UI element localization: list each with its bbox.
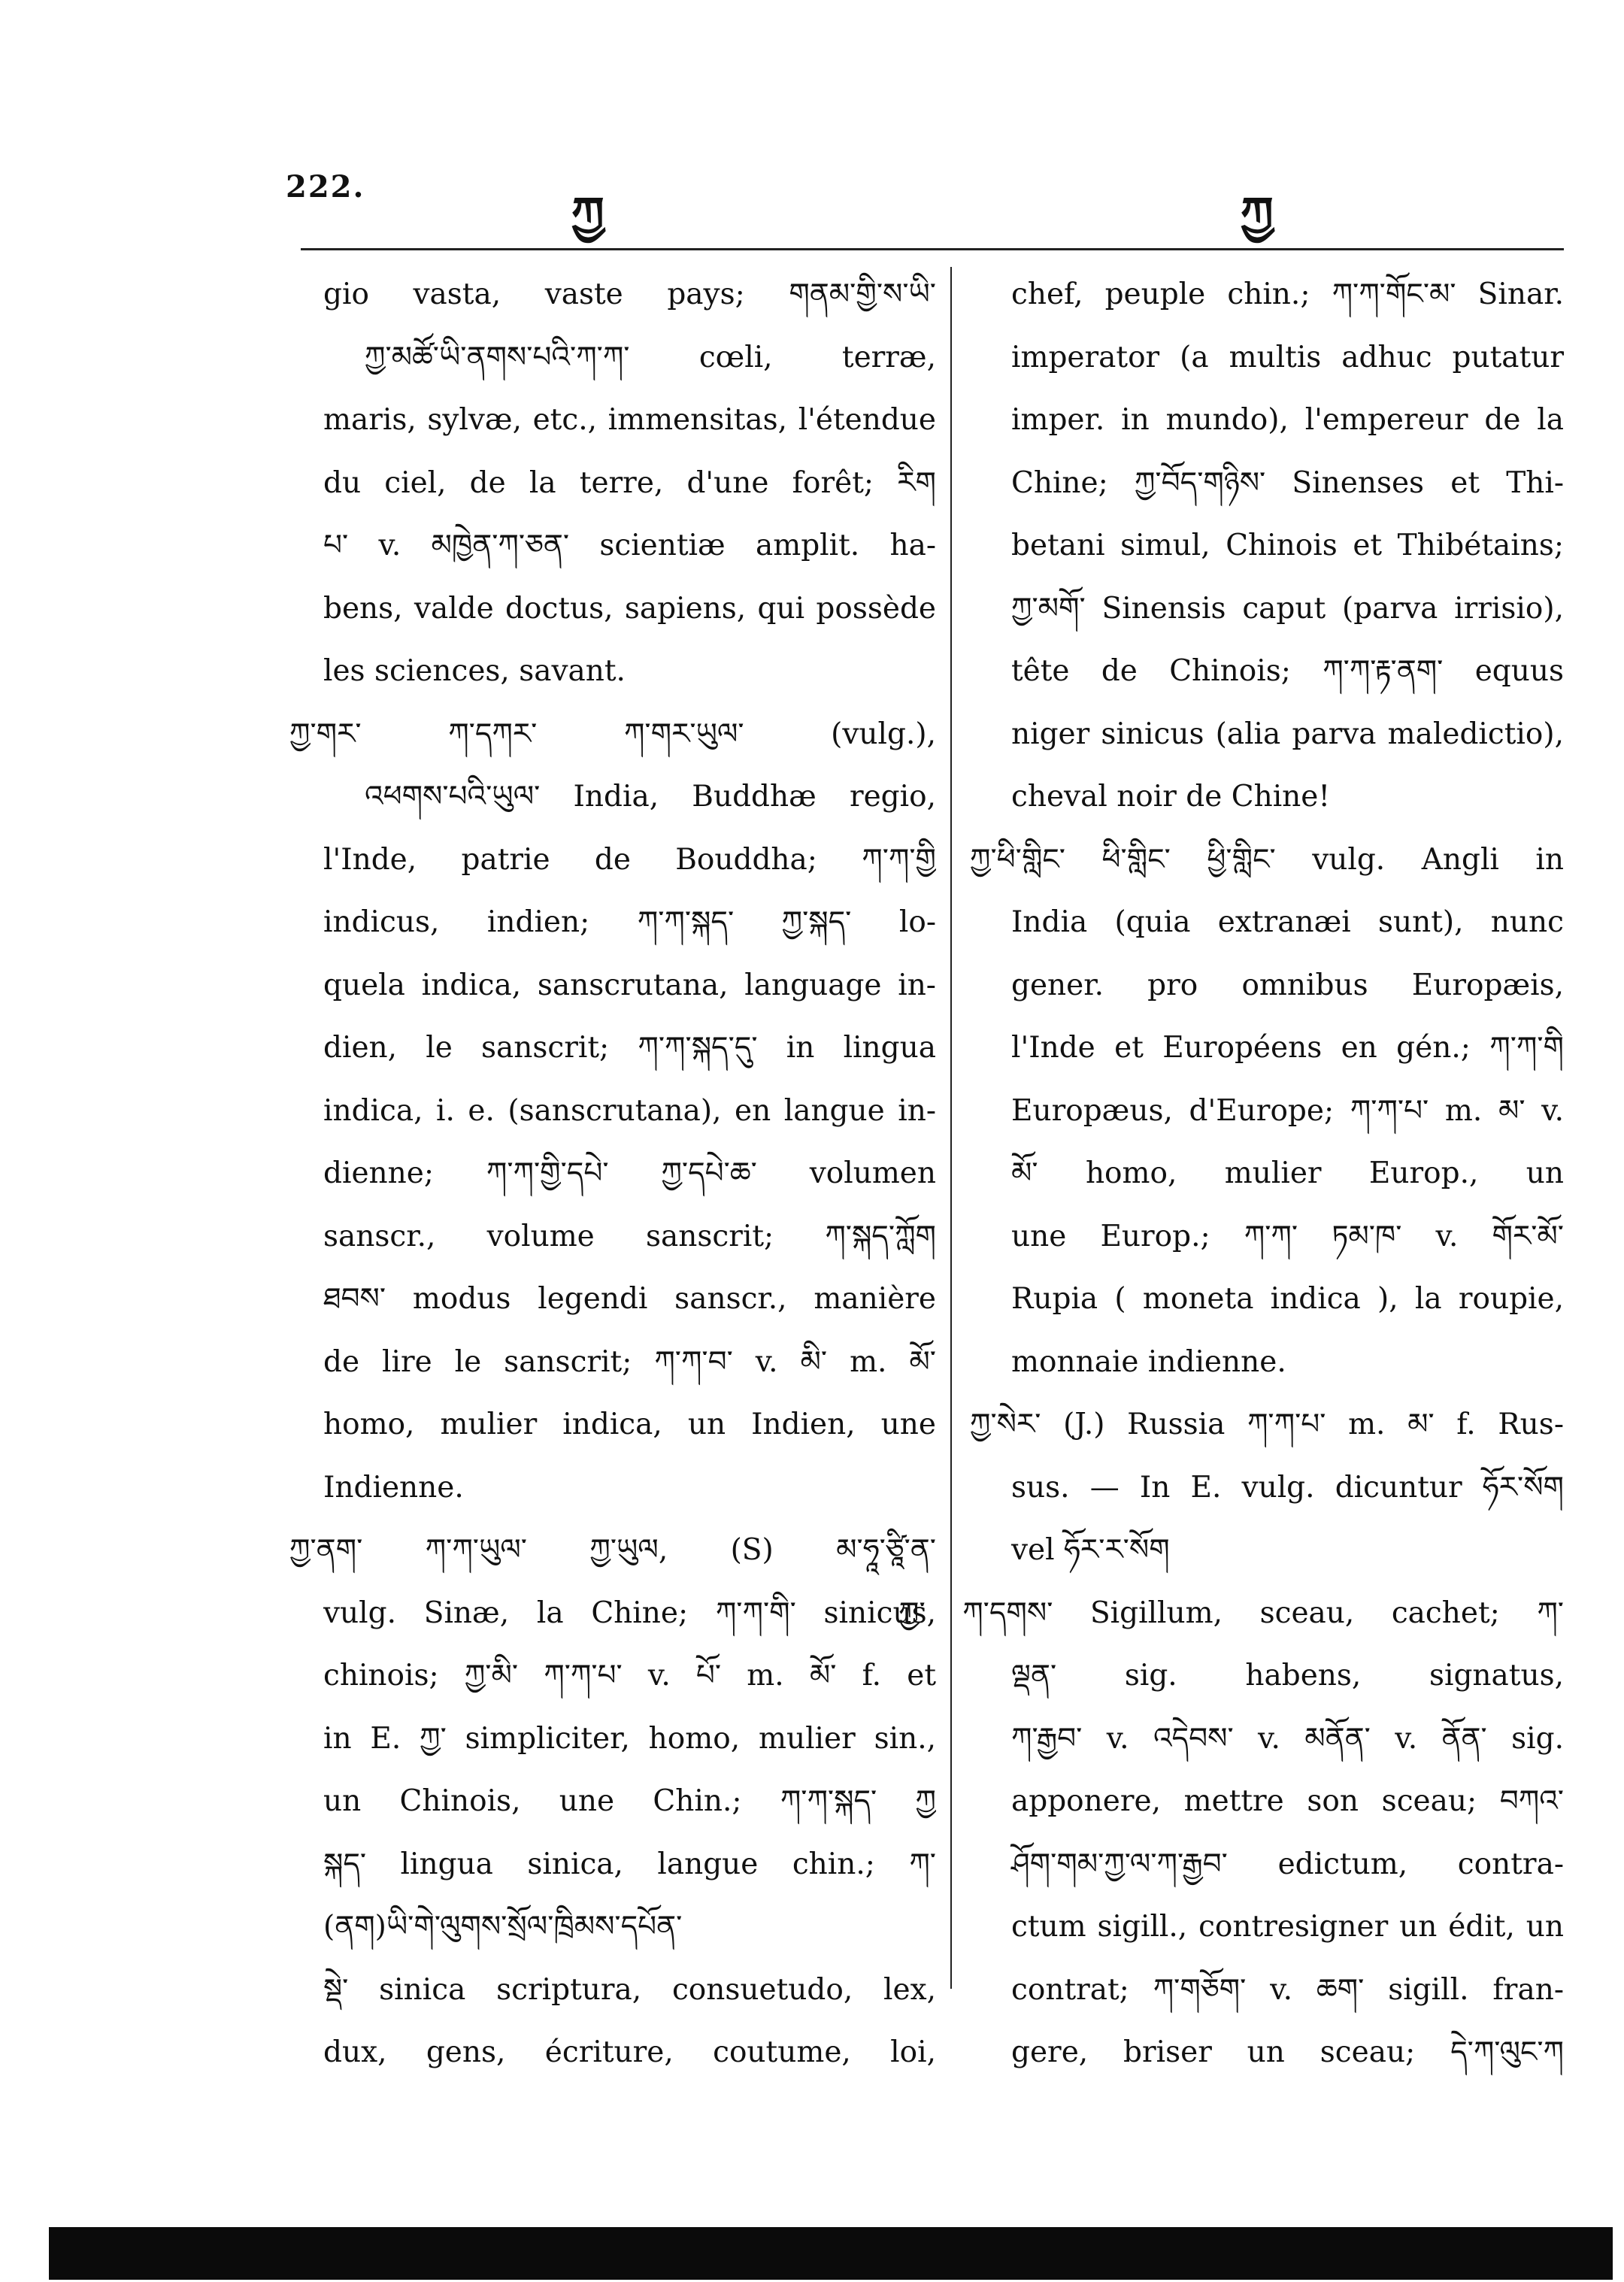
column-divider	[950, 267, 952, 1989]
text-line: dux, gens, écriture, coutume, loi,	[323, 2035, 936, 2069]
text-line: འཕགས་པའི་ཡུལ་ India, Buddhæ regio,	[365, 780, 936, 814]
text-line: imperator (a multis adhuc putatur	[1011, 340, 1564, 374]
text-line: སྡེ་ sinica scriptura, consuetudo, lex,	[323, 1972, 936, 2007]
entry-headword-line: ཀྱ་ནག་ ཀ་ཀ་ཡུལ་ ཀྱ་ཡུལ, (S) མ་ཧཱ་ཙཱི་ན་	[289, 1533, 936, 1567]
text-line: vel ཧོར་ར་སོག	[1011, 1533, 1170, 1567]
text-line: Chine; ཀྱ་བོད་གཉིས་ Sinenses et Thi-	[1011, 465, 1564, 500]
text-line: indicus, indien; ཀ་ཀ་སྐད་ ཀྱ་སྐད་ lo-	[323, 905, 936, 939]
text-line: bens, valde doctus, sapiens, qui possède	[323, 591, 936, 626]
text-line: du ciel, de la terre, d'une forêt; རིག	[323, 465, 936, 500]
text-line: monnaie indienne.	[1011, 1344, 1286, 1379]
text-line: པ་ v. མཁྱེན་ཀ་ཅན་ scientiæ amplit. ha-	[323, 529, 936, 562]
text-line: les sciences, savant.	[323, 654, 626, 688]
text-line: l'Inde et Européens en gén.; ཀ་ཀ་གི	[1011, 1031, 1564, 1065]
text-line: སྐད་ lingua sinica, langue chin.; ཀ་	[323, 1847, 936, 1881]
text-line: ཀྱ་མགོ་ Sinensis caput (parva irrisio),	[1011, 591, 1564, 626]
text-line: gener. pro omnibus Europæis,	[1011, 968, 1564, 1002]
text-line: chef, peuple chin.; ཀ་ཀ་གོང་མ་ Sinar.	[1011, 277, 1564, 311]
text-line: in E. ཀྱ་ simpliciter, homo, mulier sin.,	[323, 1721, 936, 1756]
text-line: མོ་ homo, mulier Europ., un	[1011, 1156, 1564, 1190]
text-line: maris, sylvæ, etc., immensitas, l'étendue	[323, 403, 936, 437]
text-line: un Chinois, une Chin.; ཀ་ཀ་སྐད་ ཀྱ	[323, 1784, 936, 1818]
text-line: betani simul, Chinois et Thibétains;	[1011, 529, 1564, 562]
entry-headword-line: ཀྱ་ ཀ་དགས་ Sigillum, sceau, cachet; ཀ་	[898, 1596, 1564, 1630]
text-line: indica, i. e. (sanscrutana), en langue in-	[323, 1093, 936, 1128]
right-column	[898, 263, 1564, 2084]
text-line: quela indica, sanscrutana, language in-	[323, 968, 936, 1002]
scan-edge-bar	[49, 2227, 1613, 2280]
text-line: Europæus, d'Europe; ཀ་ཀ་པ་ m. མ་ v.	[1011, 1093, 1564, 1128]
text-line: niger sinicus (alia parva maledictio),	[1011, 717, 1564, 751]
text-line: (ནག)ཡི་གེ་ལུགས་སྲོལ་ཁྲིམས་དཔོན་	[323, 1910, 683, 1944]
running-head-left: ཀྱ	[571, 186, 604, 241]
entry-headword-line: ཀྱ་ཕི་གླིང་ ཕི་གླིང་ ཕྱི་གླིང་ vulg. Angli in	[970, 842, 1564, 877]
text-line: l'Inde, patrie de Bouddha; ཀ་ཀ་གྱི	[323, 842, 936, 877]
entry-headword-line: ཀྱ་སེར་ (J.) Russia ཀ་ཀ་པ་ m. མ་ f. Rus-	[970, 1408, 1564, 1441]
text-line: ctum sigill., contresigner un édit, un	[1011, 1910, 1564, 1944]
text-line: imper. in mundo), l'empereur de la	[1011, 403, 1564, 437]
text-line: India (quia extranæi sunt), nunc	[1011, 905, 1564, 939]
entry-headword-line: ཀྱ་གར་ ཀ་དཀར་ ཀ་གར་ཡུལ་ (vulg.),	[289, 717, 936, 751]
text-line: gio vasta, vaste pays; གནམ་གྱི་ས་ཡི་	[323, 277, 936, 311]
text-line: de lire le sanscrit; ཀ་ཀ་བ་ v. མི་ m. མོ་	[323, 1344, 936, 1379]
text-line: gere, briser un sceau; དེ་ཀ་ལུང་ཀ	[1011, 2035, 1564, 2069]
text-line: cheval noir de Chine!	[1011, 780, 1331, 814]
text-line: sus. — In E. vulg. dicuntur ཧོར་སོག	[1011, 1470, 1564, 1505]
text-line: vulg. Sinæ, la Chine; ཀ་ཀ་གི་ sinicus,	[323, 1596, 936, 1630]
header-rule	[301, 248, 1564, 250]
text-line: ཀྱ་མཚོ་ཡི་ནགས་པའི་ཀ་ཀ་ cœli, terræ,	[365, 340, 936, 374]
left-column	[289, 263, 936, 2084]
page-number: 222.	[286, 169, 365, 205]
text-line: Indienne.	[323, 1470, 464, 1505]
text-line: ཀ་རྒྱབ་ v. འདེབས་ v. མནོན་ v. ནོན་ sig.	[1011, 1721, 1564, 1756]
text-line: une Europ.; ཀ་ཀ་ ཏམ་ཁ་ v. གོར་མོ་	[1011, 1219, 1564, 1253]
text-line: Rupia ( moneta indica ), la roupie,	[1011, 1282, 1564, 1316]
text-line: dien, le sanscrit; ཀ་ཀ་སྐད་དུ་ in lingua	[323, 1031, 936, 1065]
text-line: tête de Chinois; ཀ་ཀ་རྟ་ནག་ equus	[1011, 654, 1564, 688]
text-line: ཤོག་གམ་ཀྱ་ལ་ཀ་རྒྱབ་ edictum, contra-	[1011, 1847, 1564, 1881]
page-header	[0, 162, 1624, 252]
running-head-right: ཀྱ	[1241, 186, 1274, 241]
text-line: contrat; ཀ་གཅོག་ v. ཆག་ sigill. fran-	[1011, 1972, 1564, 2007]
text-line: ཐབས་ modus legendi sanscr., manière	[323, 1282, 936, 1316]
text-line: homo, mulier indica, un Indien, une	[323, 1408, 936, 1441]
text-line: sanscr., volume sanscrit; ཀ་སྐད་ཀློག	[323, 1219, 936, 1253]
text-line: dienne; ཀ་ཀ་གྱི་དཔེ་ ཀྱ་དཔེ་ཆ་ volumen	[323, 1156, 936, 1190]
text-line: chinois; ཀྱ་མི་ ཀ་ཀ་པ་ v. པོ་ m. མོ་ f. et	[323, 1659, 936, 1693]
text-line: ལྡན་ sig. habens, signatus,	[1011, 1659, 1564, 1693]
text-line: apponere, mettre son sceau; བཀའ་	[1011, 1784, 1564, 1818]
